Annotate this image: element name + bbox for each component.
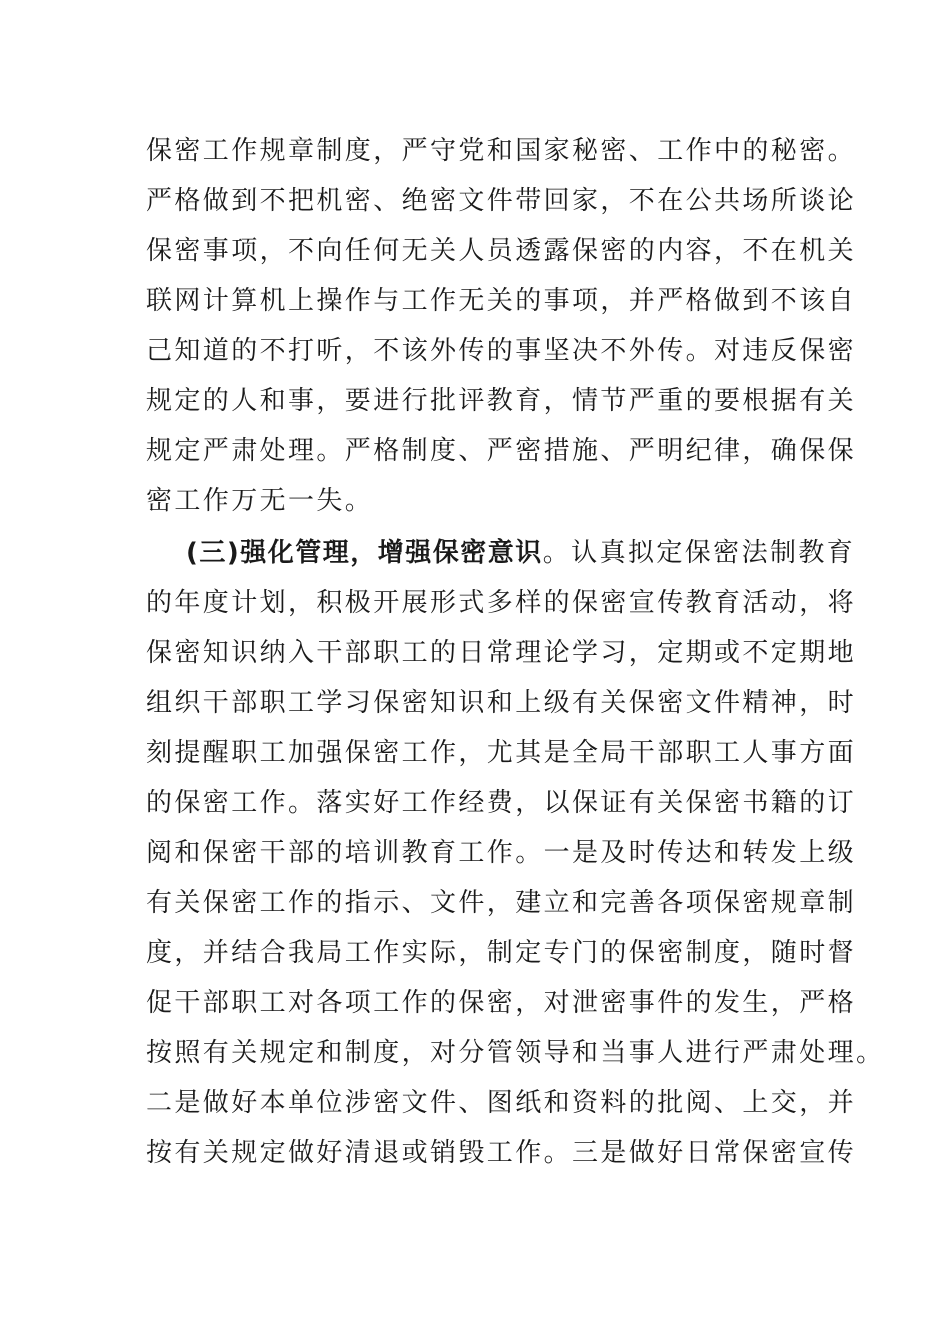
paragraph-line: 组织干部职工学习保密知识和上级有关保密文件精神，时 xyxy=(146,688,857,718)
section-heading: (三)强化管理，增强保密意识 xyxy=(186,538,543,568)
paragraph-line: 促干部职工对各项工作的保密，对泄密事件的发生，严格 xyxy=(146,988,857,1018)
section-heading-line xyxy=(186,528,856,578)
paragraph-line: 规定的人和事，要进行批评教育，情节严重的要根据有关 xyxy=(146,386,857,416)
paragraph-line: 严格做到不把机密、绝密文件带回家，不在公共场所谈论 xyxy=(146,186,857,216)
paragraph-line: 规定严肃处理。严格制度、严密措施、严明纪律，确保保 xyxy=(146,436,857,466)
paragraph-line: 的保密工作。落实好工作经费，以保证有关保密书籍的订 xyxy=(146,788,857,818)
paragraph-line: 己知道的不打听，不该外传的事坚决不外传。对违反保密 xyxy=(146,336,857,366)
paragraph-line: 的年度计划，积极开展形式多样的保密宣传教育活动，将 xyxy=(146,588,857,618)
paragraph-line: 有关保密工作的指示、文件，建立和完善各项保密规章制 xyxy=(146,888,857,918)
paragraph-line: 保密工作规章制度，严守党和国家秘密、工作中的秘密。 xyxy=(146,136,857,166)
section-lead-text: 。认真拟定保密法制教育 xyxy=(542,538,856,568)
paragraph-line: 保密事项，不向任何无关人员透露保密的内容，不在机关 xyxy=(146,236,857,266)
paragraph-line: 按有关规定做好清退或销毁工作。三是做好日常保密宣传 xyxy=(146,1138,857,1168)
paragraph-line: 刻提醒职工加强保密工作，尤其是全局干部职工人事方面 xyxy=(146,738,857,768)
paragraph-line: 密工作万无一失。 xyxy=(146,486,374,516)
paragraph-line: 保密知识纳入干部职工的日常理论学习，定期或不定期地 xyxy=(146,638,857,668)
paragraph-line: 度，并结合我局工作实际，制定专门的保密制度，随时督 xyxy=(146,938,857,968)
paragraph-line: 阅和保密干部的培训教育工作。一是及时传达和转发上级 xyxy=(146,838,857,868)
paragraph-line: 联网计算机上操作与工作无关的事项，并严格做到不该自 xyxy=(146,286,857,316)
paragraph-line: 二是做好本单位涉密文件、图纸和资料的批阅、上交，并 xyxy=(146,1088,857,1118)
paragraph-line: 按照有关规定和制度，对分管领导和当事人进行严肃处理。 xyxy=(146,1038,885,1068)
